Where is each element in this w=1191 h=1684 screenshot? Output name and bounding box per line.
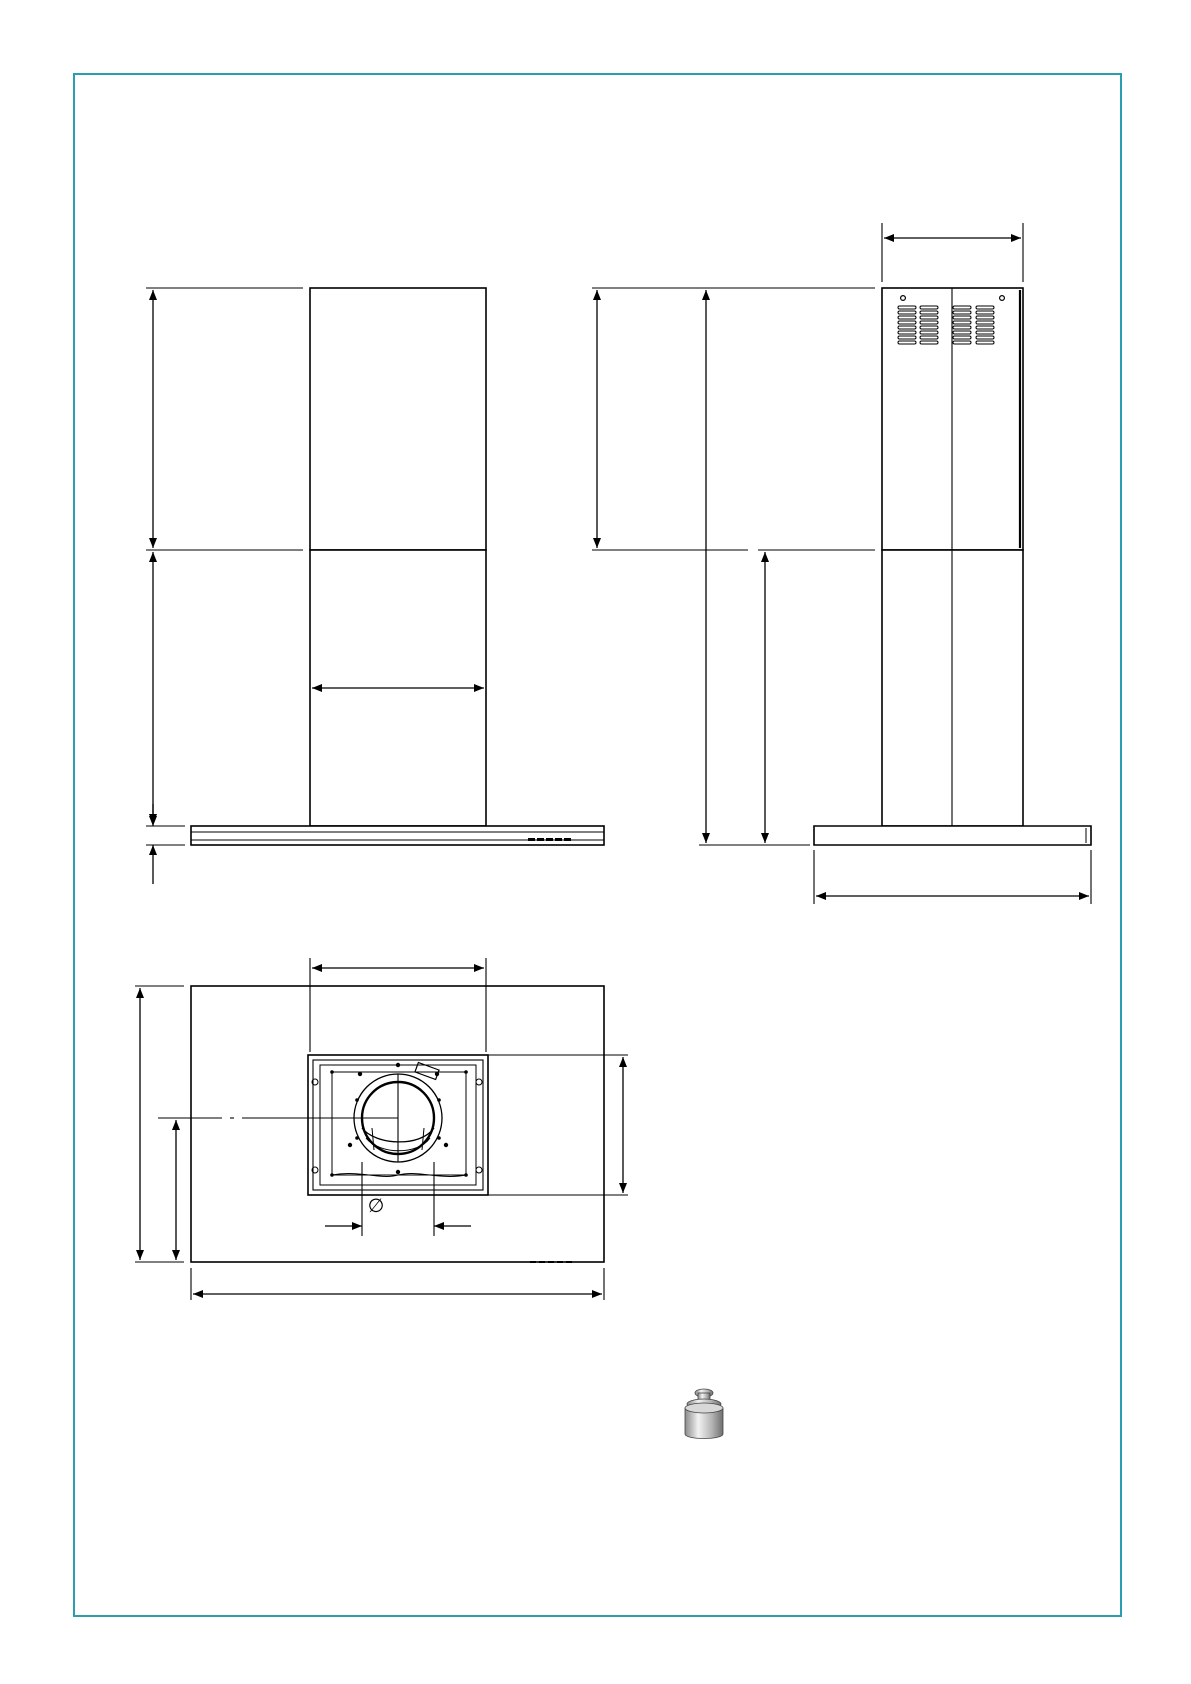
control-panel [528,838,571,841]
front-canopy [191,826,604,845]
front-view [146,288,604,884]
side-canopy [814,826,1091,845]
weight-icon [678,1386,730,1442]
front-upper-chimney [310,288,486,550]
side-view [592,223,1091,904]
diameter-symbol: ∅ [367,1195,385,1217]
top-view [135,958,628,1300]
front-extension-lines [146,288,303,845]
